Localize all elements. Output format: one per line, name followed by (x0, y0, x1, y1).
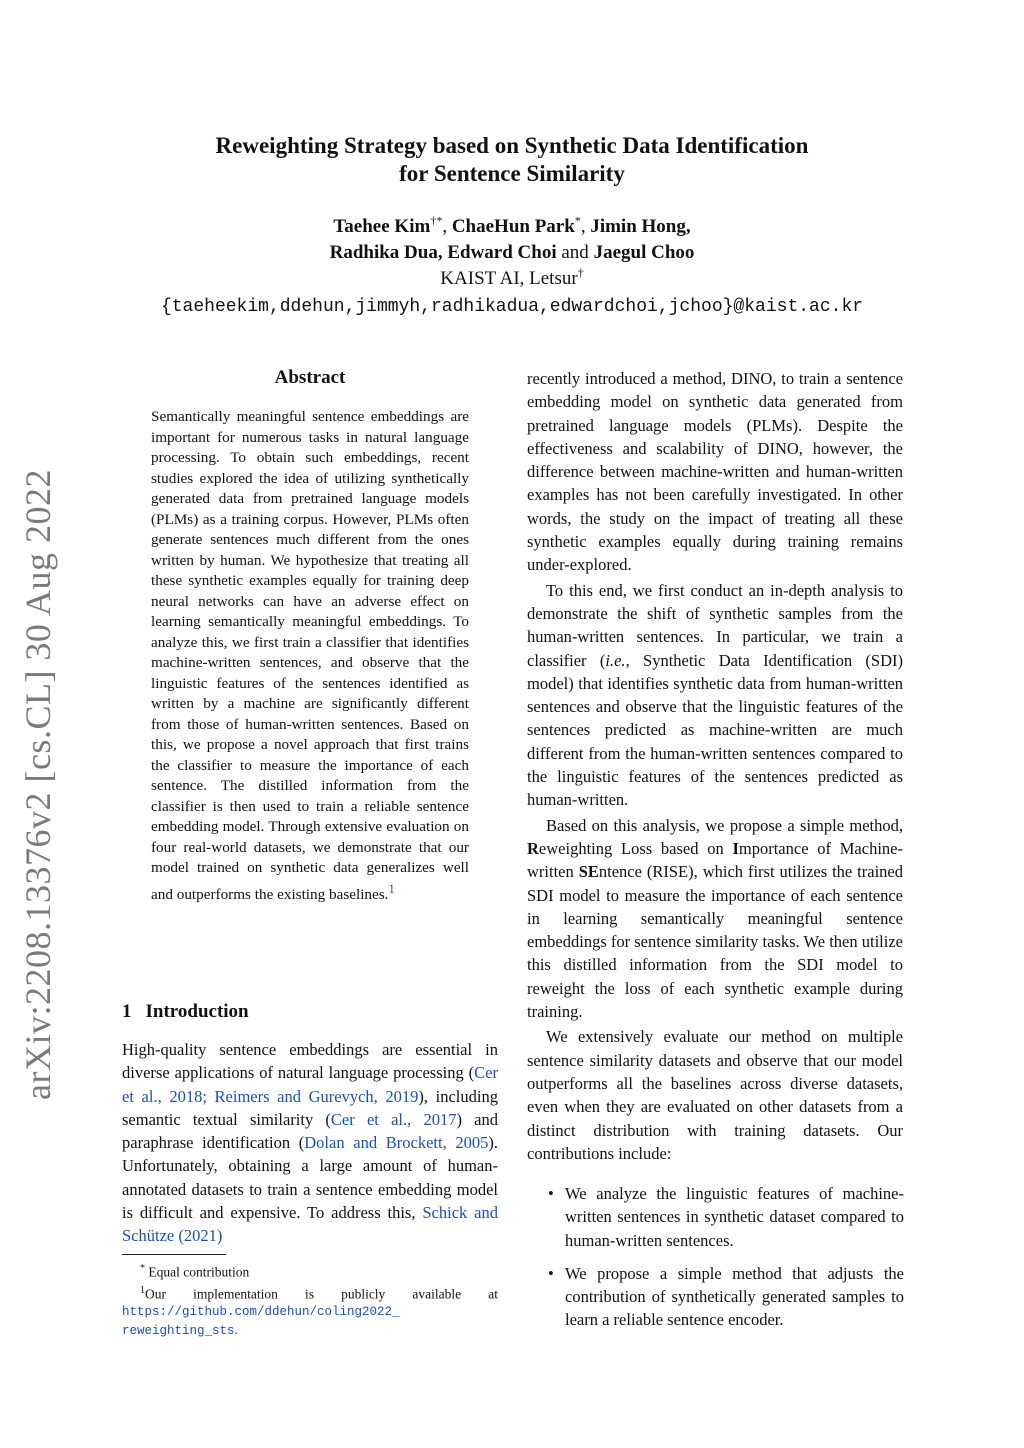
abstract-body (151, 407, 469, 905)
url-part: reweighting_sts (122, 1324, 235, 1338)
citation-link[interactable]: Schick and Schütze (2021) (122, 1203, 499, 1246)
right-column (527, 367, 903, 1165)
author-emails[interactable]: {taeheekim,ddehun,jimmyh,radhikadua,edwardchoi,jchoo}@kaist.ac.kr (160, 297, 864, 317)
author-name: Jimin Hong, (590, 216, 691, 237)
author-line-2 (120, 240, 904, 266)
intro-text: ). Unfortunately, obtaining a large amount of human-annotated datasets to train a sentence embedding model is difficult and expensive. To address this, (122, 1133, 498, 1223)
author-conjunction: and (561, 242, 589, 263)
paragraph-text: eweighting Loss based on (538, 838, 733, 858)
citation-link[interactable]: Cer et al., 2018; Reimers and Gurevych, 2019 (122, 1063, 498, 1106)
paragraph-text: Based on this analysis, we propose a simple method, (546, 815, 903, 835)
author-name: Radhika Dua, Edward Choi (329, 242, 557, 263)
list-item-text: We propose a simple method that adjusts the contribution of synthetically generated samples to learn a reliable sentence encoder. (565, 1263, 904, 1330)
author-name: Taehee Kim (333, 216, 431, 237)
bullet-icon: • (548, 1263, 554, 1283)
intro-text: High-quality sentence embeddings are essential in diverse applications of natural language processing ( (122, 1040, 498, 1083)
paragraph-text: mportance of Machine-written (527, 838, 903, 882)
contribution-list (548, 1182, 904, 1342)
footnote-equal-contribution (122, 1260, 498, 1282)
section-number: 1 (122, 1001, 132, 1022)
list-item-text: We analyze the linguistic features of machine-written sentences in synthetic dataset compared to human-written sentences. (565, 1184, 904, 1250)
paragraph-analysis (527, 579, 903, 812)
footnote-divider (122, 1254, 226, 1255)
implementation-url[interactable] (122, 1303, 498, 1340)
section-heading-introduction (122, 1001, 502, 1023)
url-part: https://github.com/ddehun/coling2022_ (122, 1305, 400, 1319)
bullet-icon: • (548, 1184, 554, 1203)
paragraph-evaluation: We extensively evaluate our method on multiple sentence similarity datasets and observe that our model outperforms all the baselines across diverse datasets, even when they are evaluated on other datasets from a distinct distribution with training datasets. Our contributions include: (527, 1027, 903, 1163)
paragraph-text: To this end, we first conduct an in-depth analysis to demonstrate the shift of synthetic samples from the human-written sentences. In particular, we train a classifier ( (527, 580, 903, 670)
intro-text: ), including semantic textual similarity ( (122, 1086, 498, 1129)
url-end: . (234, 1323, 238, 1337)
author-name: Jaegul Choo (593, 242, 695, 263)
acronym-letter: SE (578, 862, 599, 882)
footnote-mark: 1 (140, 1284, 145, 1296)
paragraph-dino: recently introduced a method, DINO, to train a sentence embedding model on synthetic data generated from pretrained language models (PLMs). Despite the effectiveness and scalability of DINO, however, the difference between machine-written and human-written examples has not been carefully investigated. In other words, the study on the impact of treating all these synthetic examples equally during training remains under-explored. (527, 369, 903, 575)
abstract-text: Semantically meaningful sentence embeddings are important for numerous tasks in natural language processing. To obtain such embeddings, recent studies explored the idea of utilizing synthetically generated data from pretrained language models (PLMs) as a training corpus. However, PLMs often generate sentences much different from the ones written by human. We hypothesize that treating all these synthetic examples equally for training deep neural networks can have an adverse effect on learning semantically meaningful embeddings. To analyze this, we first train a classifier that identifies machine-written sentences, and observe that the linguistic features of the sentences identified as written by a machine are significantly different from those of human-written sentences. Based on this, we propose a novel approach that first trains the classifier to measure the importance of each sentence. The distilled information from the classifier is then used to train a reliable sentence embedding model. Through extensive evaluation on four real-world datasets, we demonstrate that our model trained on synthetic data generalizes well and outperforms the existing baselines. (151, 408, 469, 903)
footnote-mark: * (140, 1263, 145, 1274)
affiliation-text: KAIST AI, Letsur (440, 268, 578, 289)
author-line-1: Taehee Kim†*, ChaeHun Park*, Jimin Hong, (333, 213, 691, 237)
acronym-letter: I (732, 838, 739, 858)
arxiv-identifier: arXiv:2208.13376v2 [cs.CL] 30 Aug 2022 (18, 469, 58, 1100)
citation-link[interactable]: Cer et al., 2017 (330, 1109, 457, 1129)
footnote-implementation (122, 1282, 498, 1304)
acronym-letter: R (527, 838, 539, 858)
section-title: Introduction (145, 1001, 249, 1022)
footnote-link-1[interactable]: 1 (388, 881, 395, 896)
author-mark: * (574, 213, 581, 228)
citation-link[interactable]: Dolan and Brockett, 2005 (304, 1133, 489, 1153)
title-line-1: Reweighting Strategy based on Synthetic Data Identification (215, 133, 809, 158)
footnote-text: Equal contribution (148, 1264, 250, 1280)
intro-text: ) and paraphrase identification ( (122, 1109, 498, 1153)
paragraph-text: ntence (RISE), which first utilizes the trained SDI model to measure the importance of each sentence in learning semantically meaningful sentence embeddings for sentence similarity tasks. We then utilize this distilled information from the SDI model to reweight the loss of each synthetic example during training. (527, 862, 903, 1022)
list-item (548, 1182, 904, 1252)
italic-ie: i.e. (605, 650, 626, 670)
affiliation (120, 266, 904, 292)
introduction-paragraph (122, 1038, 498, 1248)
footnotes (122, 1260, 498, 1340)
author-name: ChaeHun Park (451, 216, 575, 237)
abstract-heading: Abstract (274, 367, 346, 388)
title-line-2: for Sentence Similarity (399, 161, 625, 186)
paragraph-text: , Synthetic Data Identification (SDI) model) that identifies synthetic data from human-written sentences and observe that the linguistic features of the sentences predicted as machine-written are much different from the human-written sentences compared to the linguistic features of the sentences predicted as human-written. (527, 650, 903, 810)
author-mark: †* (430, 213, 443, 228)
paper-title (120, 132, 904, 188)
affiliation-mark: † (577, 265, 584, 280)
author-block (120, 214, 904, 320)
footnote-text: Our implementation is publicly available at (145, 1286, 498, 1301)
list-item (548, 1262, 904, 1332)
paragraph-method (527, 814, 903, 1024)
